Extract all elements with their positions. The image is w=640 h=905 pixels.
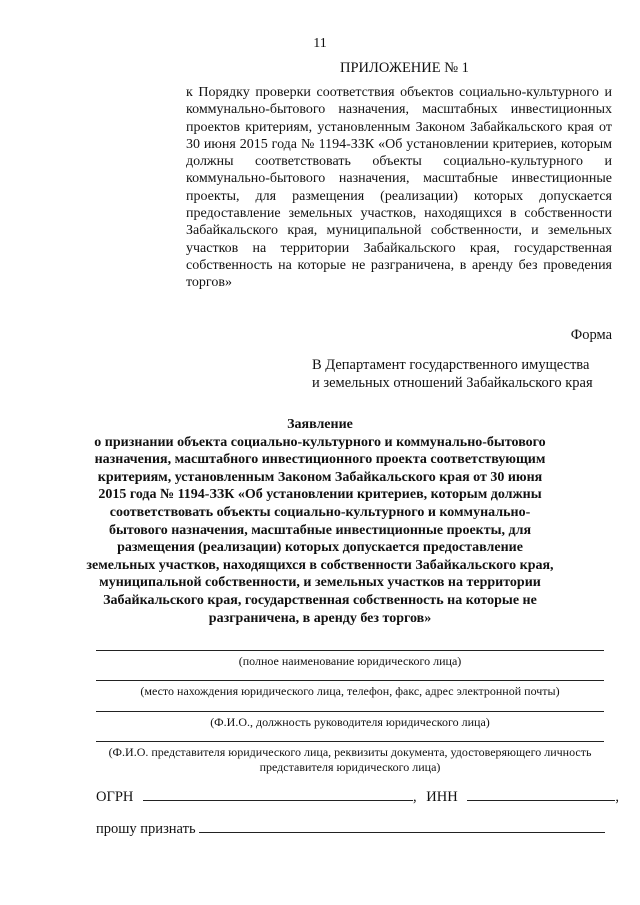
request-label: прошу признать [96,821,196,837]
addressee-line-2: и земельных отношений Забайкальского края [312,375,593,391]
ogrn-comma: , [413,789,417,805]
application-heading [84,416,556,627]
representative-caption: (Ф.И.О. представителя юридического лица, реквизиты документа, удостоверяющего личность представителя юридического лица) [108,745,592,774]
representative-line[interactable] [96,741,604,742]
request-row [96,820,605,838]
inn-comma: , [615,789,619,805]
application-title: Заявление [287,417,353,432]
addressee-block [312,356,593,392]
appendix-reference-text: к Порядку проверки соответствия объектов социально-культурного и коммунально-бытового назначения, масштабных инвестиционных проектов критериям, установленным Законом Забайкальского края от 30 июня 2015 года № 1194-ЗЗК «Об установлении критериев, которым должны соответствовать объекты социально-культурного и коммунально-бытового назначения, масштабные инвестиционные проекты, для размещения (реализации) которых допускается предоставление земельных участков, находящихся в собственности Забайкальского края, муниципальной собственности, и земельных участков на территории Забайкальского края, государственная собственность на которые не разграничена, в аренду без проведения торгов» [186,85,612,291]
legal-name-line[interactable] [96,650,604,651]
ogrn-label: ОГРН [96,789,134,805]
application-subject: о признании объекта социально-культурного и коммунально-бытового назначения, масштабного инвестиционного проекта соответствующим критериям, установленным Законом Забайкальского края от 30 июня 2015 года № 1194-ЗЗК «Об установлении критериев, которым должны соответствовать объекты социально-культурного и коммунально-бытового назначения, масштабные инвестиционные проекты, для размещения (реализации) которых допускается предоставление земельных участков, находящихся в собственности Забайкальского края, муниципальной собственности, и земельных участков на территории Забайкальского края, государственная собственность на которые не разграничена, в аренду без торгов» [86,434,554,626]
request-input-line[interactable] [199,820,605,833]
head-caption: (Ф.И.О., должность руководителя юридического лица) [210,715,490,729]
legal-name-caption: (полное наименование юридического лица) [238,654,462,668]
appendix-title: ПРИЛОЖЕНИЕ № 1 [340,60,469,76]
head-field[interactable] [96,711,604,730]
inn-label: ИНН [426,789,458,805]
head-line[interactable] [96,711,604,712]
representative-field[interactable] [96,741,604,775]
ogrn-inn-row [96,788,619,806]
page-number: 11 [313,36,327,51]
location-field[interactable] [96,680,604,699]
addressee-line-1: В Департамент государственного имущества [312,357,590,373]
location-line[interactable] [96,680,604,681]
ogrn-input-line[interactable] [143,788,413,801]
location-caption: (место нахождения юридического лица, телефон, факс, адрес электронной почты) [140,684,560,698]
form-label: Форма [570,327,612,343]
inn-input-line[interactable] [467,788,615,801]
legal-name-field[interactable] [96,650,604,669]
